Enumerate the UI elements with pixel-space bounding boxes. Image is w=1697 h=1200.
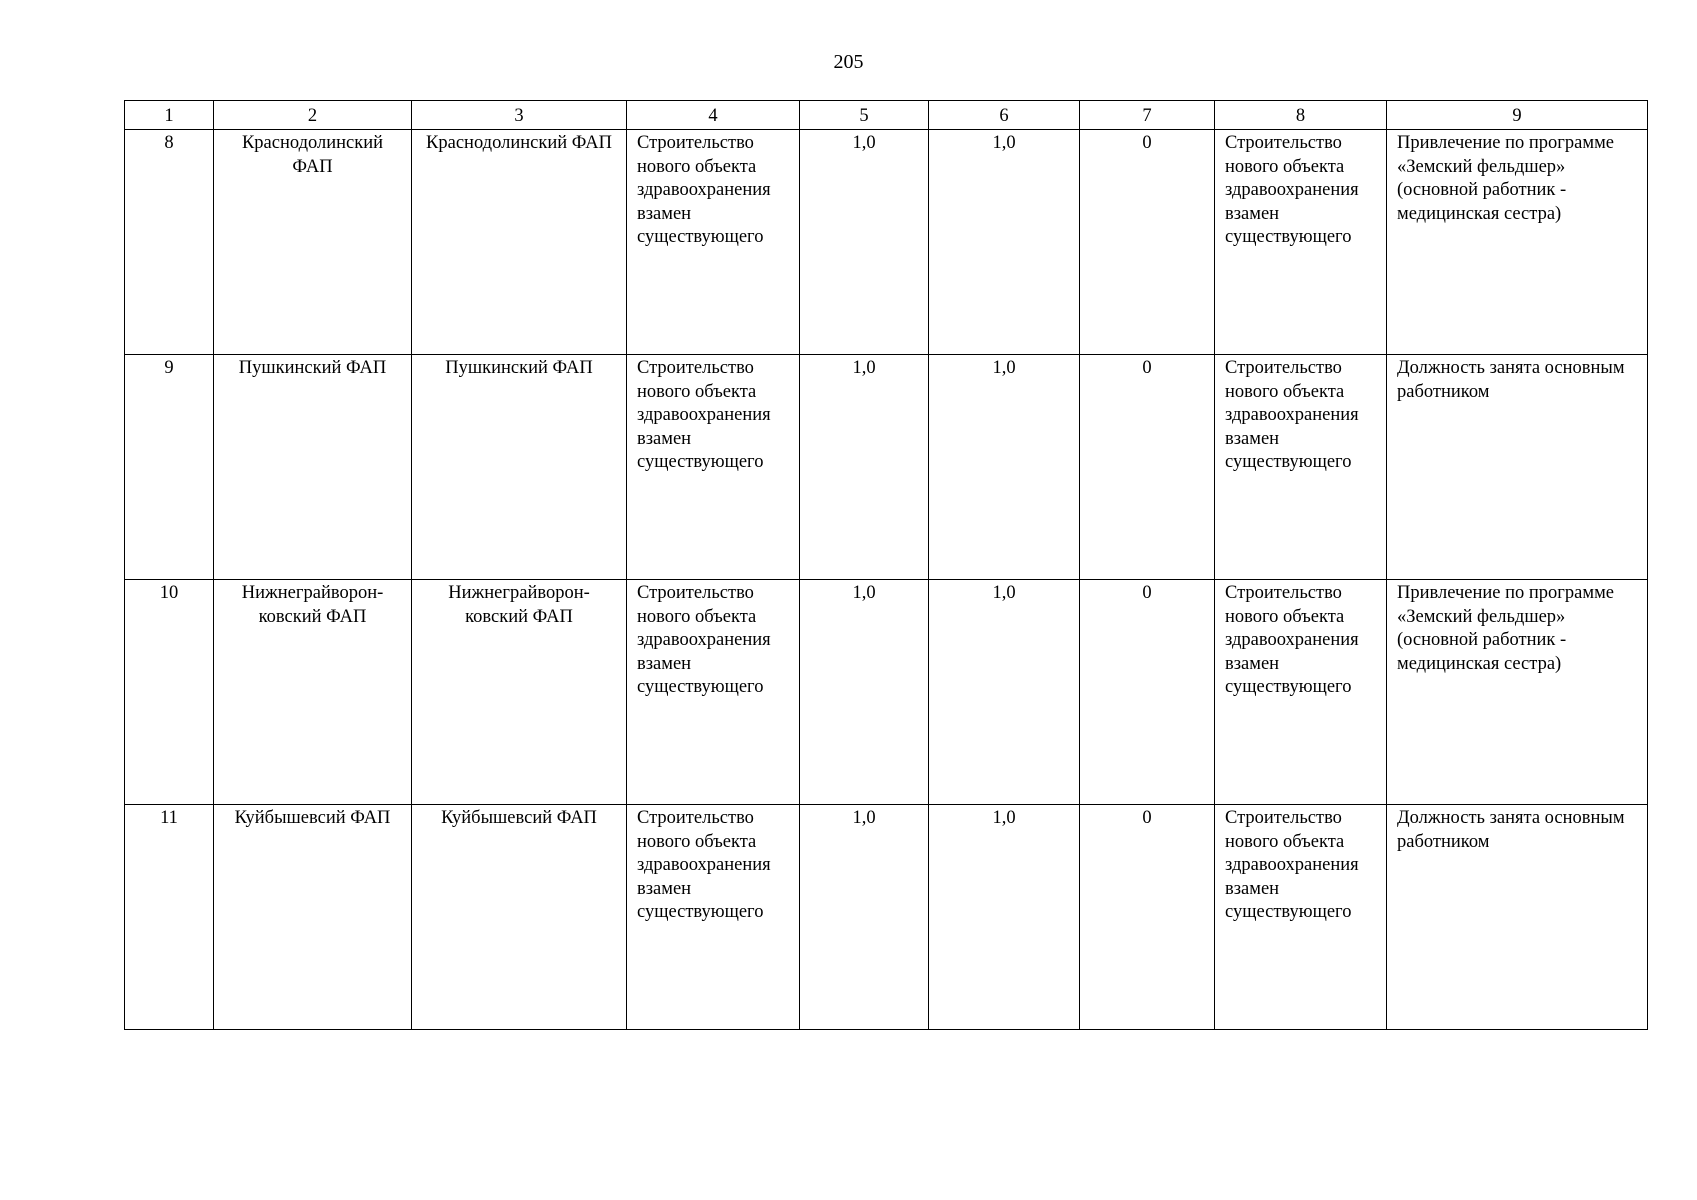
value-cell: 1,0 — [929, 805, 1080, 1030]
action-cell: Строительство нового объекта здравоохранения взамен существующего — [1215, 355, 1387, 580]
value-cell: 1,0 — [800, 355, 929, 580]
value-cell: 0 — [1080, 355, 1215, 580]
name-cell: Пушкинский ФАП — [412, 355, 627, 580]
name-cell: Краснодолинский ФАП — [214, 130, 412, 355]
note-cell: Должность занята основным работником — [1387, 355, 1648, 580]
action-cell: Строительство нового объекта здравоохранения взамен существующего — [1215, 580, 1387, 805]
note-cell: Должность занята основным работником — [1387, 805, 1648, 1030]
value-cell: 1,0 — [929, 580, 1080, 805]
column-header: 1 — [125, 101, 214, 130]
action-cell: Строительство нового объекта здравоохранения взамен существующего — [627, 805, 800, 1030]
header-row — [125, 101, 1648, 130]
column-header: 5 — [800, 101, 929, 130]
name-cell: Нижнеграйворон-ковский ФАП — [412, 580, 627, 805]
value-cell: 1,0 — [800, 805, 929, 1030]
row-number-cell: 10 — [125, 580, 214, 805]
name-cell: Пушкинский ФАП — [214, 355, 412, 580]
action-cell: Строительство нового объекта здравоохранения взамен существующего — [1215, 805, 1387, 1030]
column-header: 8 — [1215, 101, 1387, 130]
value-cell: 0 — [1080, 805, 1215, 1030]
data-table — [124, 100, 1648, 1030]
value-cell: 0 — [1080, 580, 1215, 805]
row-number-cell: 8 — [125, 130, 214, 355]
name-cell: Нижнеграйворон-ковский ФАП — [214, 580, 412, 805]
column-header: 2 — [214, 101, 412, 130]
action-cell: Строительство нового объекта здравоохранения взамен существующего — [627, 355, 800, 580]
action-cell: Строительство нового объекта здравоохранения взамен существующего — [1215, 130, 1387, 355]
table-row — [125, 805, 1648, 1030]
action-cell: Строительство нового объекта здравоохранения взамен существующего — [627, 130, 800, 355]
table-row — [125, 355, 1648, 580]
column-header: 9 — [1387, 101, 1648, 130]
column-header: 3 — [412, 101, 627, 130]
table-row — [125, 580, 1648, 805]
value-cell: 1,0 — [929, 355, 1080, 580]
note-cell: Привлечение по программе «Земский фельдшер» (основной работник - медицинская сестра) — [1387, 580, 1648, 805]
column-header: 4 — [627, 101, 800, 130]
row-number-cell: 9 — [125, 355, 214, 580]
action-cell: Строительство нового объекта здравоохранения взамен существующего — [627, 580, 800, 805]
value-cell: 1,0 — [800, 130, 929, 355]
page-number: 205 — [833, 51, 864, 73]
column-header: 6 — [929, 101, 1080, 130]
name-cell: Куйбышевсий ФАП — [214, 805, 412, 1030]
value-cell: 1,0 — [800, 580, 929, 805]
note-cell: Привлечение по программе «Земский фельдшер» (основной работник - медицинская сестра) — [1387, 130, 1648, 355]
value-cell: 1,0 — [929, 130, 1080, 355]
table-row — [125, 130, 1648, 355]
name-cell: Куйбышевсий ФАП — [412, 805, 627, 1030]
row-number-cell: 11 — [125, 805, 214, 1030]
value-cell: 0 — [1080, 130, 1215, 355]
name-cell: Краснодолинский ФАП — [412, 130, 627, 355]
column-header: 7 — [1080, 101, 1215, 130]
